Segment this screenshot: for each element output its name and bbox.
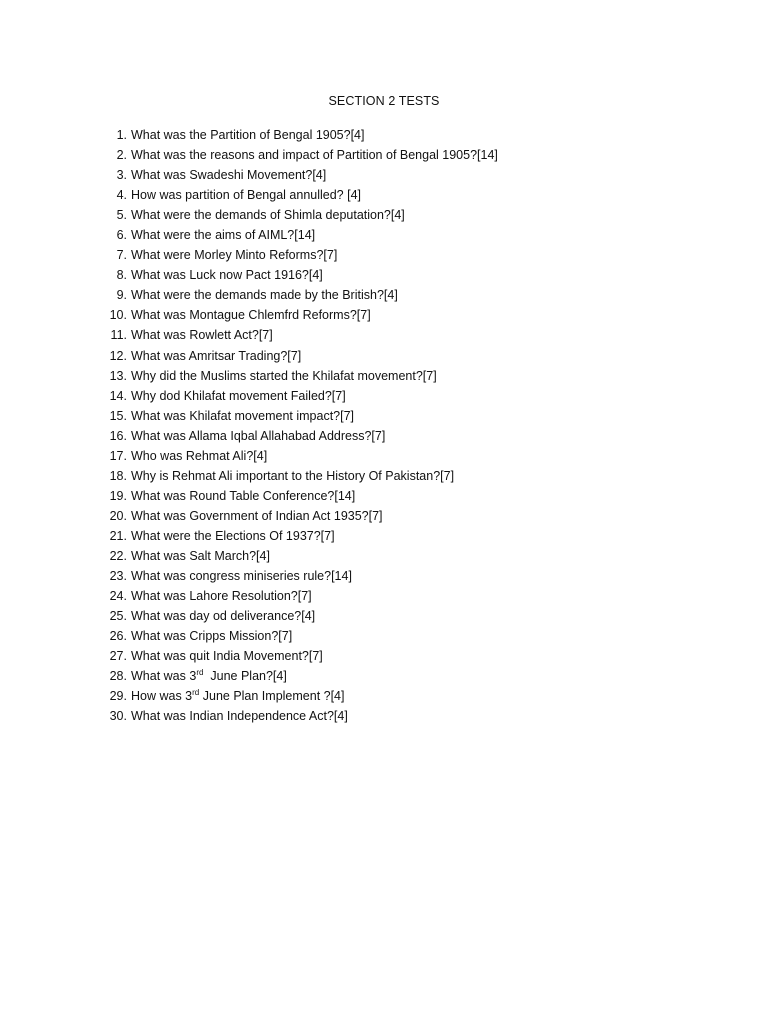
question-list [100, 125, 498, 726]
question-item [100, 546, 498, 566]
question-number: 12. [109, 348, 127, 363]
question-text: What was Round Table Conference?[14] [131, 488, 356, 503]
question-item [100, 225, 498, 245]
question-text-pre: What was 3 [131, 669, 197, 684]
question-item [100, 305, 498, 325]
question-text: What were Morley Minto Reforms?[7] [131, 248, 338, 263]
question-number: 5. [116, 208, 127, 223]
question-item [100, 506, 498, 526]
question-text: What were the Elections Of 1937?[7] [131, 528, 335, 543]
question-number: 22. [109, 548, 127, 563]
question-number: 29. [109, 689, 127, 704]
question-item [100, 125, 498, 145]
question-item [100, 145, 498, 165]
question-text: What was the Partition of Bengal 1905?[4] [131, 128, 365, 142]
question-number: 18. [109, 468, 127, 483]
question-item [100, 586, 498, 606]
question-number: 30. [109, 709, 127, 724]
question-text: What was Khilafat movement impact?[7] [131, 408, 355, 423]
question-item [100, 606, 498, 626]
question-number: 23. [109, 569, 127, 584]
question-text: What was Rowlett Act?[7] [131, 328, 273, 343]
question-number: 14. [109, 388, 127, 403]
question-number: 3. [116, 168, 127, 183]
question-number: 1. [116, 128, 127, 142]
question-text: What was Montague Chlemfrd Reforms?[7] [131, 308, 371, 323]
question-text: What was Amritsar Trading?[7] [131, 348, 302, 363]
question-text-post: June Plan?[4] [203, 669, 287, 684]
question-text: How was partition of Bengal annulled? [4] [131, 188, 362, 203]
question-item [100, 526, 498, 546]
question-number: 26. [109, 629, 127, 644]
question-number: 4. [116, 188, 127, 203]
question-text: What were the demands of Shimla deputation?[4] [131, 208, 405, 223]
question-item [100, 366, 498, 386]
question-text: What was congress miniseries rule?[14] [131, 569, 352, 584]
question-item [100, 265, 498, 285]
question-number: 20. [109, 508, 127, 523]
question-item [100, 185, 498, 205]
question-text: What was Cripps Mission?[7] [131, 629, 293, 644]
question-number: 16. [109, 428, 127, 443]
question-text: What was day od deliverance?[4] [131, 609, 316, 624]
question-text: What was Swadeshi Movement?[4] [131, 168, 327, 183]
question-text [131, 666, 287, 686]
question-text: Why is Rehmat Ali important to the History Of Pakistan?[7] [131, 468, 455, 483]
question-number: 9. [116, 288, 127, 303]
question-text: What were the demands made by the British?[4] [131, 288, 398, 303]
question-text: What was Government of Indian Act 1935?[7] [131, 508, 383, 523]
question-text: What was the reasons and impact of Partition of Bengal 1905?[14] [131, 148, 498, 163]
question-number: 6. [116, 228, 127, 243]
ordinal-suffix: rd [192, 688, 200, 698]
question-item [100, 646, 498, 666]
question-item [100, 686, 498, 706]
question-number: 21. [109, 528, 127, 543]
question-number: 11. [110, 328, 127, 343]
question-text: What was Luck now Pact 1916?[4] [131, 268, 323, 283]
question-item [100, 486, 498, 506]
question-number: 7. [116, 248, 127, 263]
question-text-post: June Plan Implement ?[4] [199, 689, 345, 704]
question-text: Why did the Muslims started the Khilafat movement?[7] [131, 368, 437, 383]
question-text: What was Allama Iqbal Allahabad Address?[7] [131, 428, 386, 443]
question-number: 15. [109, 408, 127, 423]
question-text: What was Lahore Resolution?[7] [131, 589, 312, 604]
question-text: What was quit India Movement?[7] [131, 649, 323, 664]
question-item [100, 346, 498, 366]
question-item [100, 325, 498, 345]
question-item [100, 706, 498, 726]
question-item [100, 566, 498, 586]
question-number: 13. [109, 368, 127, 383]
ordinal-suffix: rd [196, 668, 204, 678]
question-item [100, 406, 498, 426]
page-title: SECTION 2 TESTS [328, 94, 440, 108]
question-number: 10. [109, 308, 127, 323]
question-item [100, 446, 498, 466]
question-number: 8. [116, 268, 127, 283]
question-number: 25. [109, 609, 127, 624]
question-item [100, 245, 498, 265]
question-item [100, 426, 498, 446]
question-text-pre: How was 3 [131, 689, 193, 704]
question-item [100, 386, 498, 406]
question-text: Who was Rehmat Ali?[4] [131, 448, 268, 463]
question-item [100, 205, 498, 225]
question-item [100, 666, 498, 686]
question-number: 28. [109, 669, 127, 684]
question-number: 19. [109, 488, 127, 503]
question-item [100, 626, 498, 646]
question-number: 2. [116, 148, 127, 163]
question-item [100, 165, 498, 185]
question-number: 24. [109, 589, 127, 604]
question-text: What was Salt March?[4] [131, 548, 270, 563]
question-item [100, 466, 498, 486]
question-text: What were the aims of AIML?[14] [131, 228, 316, 243]
question-text [131, 686, 345, 706]
question-number: 27. [109, 649, 127, 664]
question-item [100, 285, 498, 305]
question-text: What was Indian Independence Act?[4] [131, 709, 348, 724]
question-text: Why dod Khilafat movement Failed?[7] [131, 388, 346, 403]
question-number: 17. [109, 448, 127, 463]
